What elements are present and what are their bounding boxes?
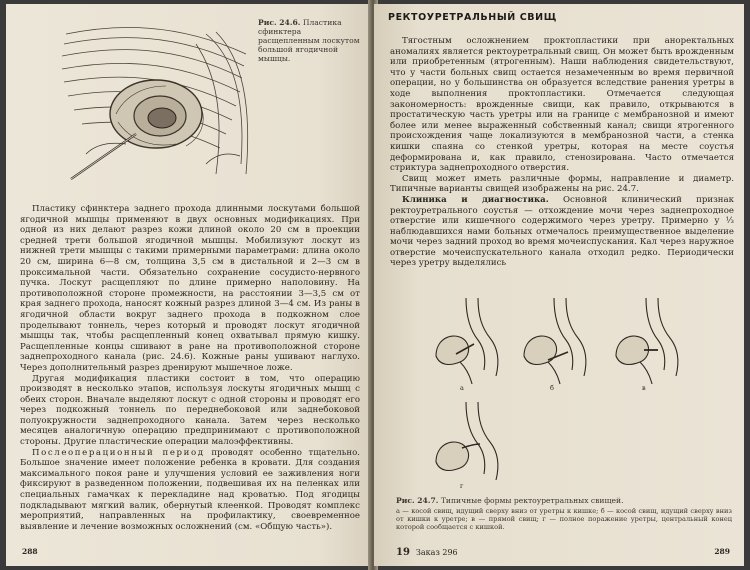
clinic-text: Основной клинический признак ректоуретрального соустья — отхождение мочи через заднепроходное отверстие или кишечного содержимого через уретру. Примерно у ⅓ наблюдавшихся нами больных отмечалось преимущественное выделение мочи через задний проход во время мочеиспускания. Кал через наружное отверстие мочеиспускательного канала отходил редко. Периодически через уретру выделялись	[390, 194, 734, 269]
postop-text: проводят особенно тщательно. Большое значение имеет положение ребенка в кровати. Для создания максимального покоя ране и улучшения условий ее заживления ноги фиксируют в разведенном положении, подвешивая их на пеленках или специальных гамачках к перекладине над кроватью. Под ягодицы подкладывают мягкий валик, обернутый клеенкой. Проводят комплекс мероприятий, направленных на профилактику, своевременное выявление и лечение возможных осложнений (см. «Общую часть»).	[20, 447, 361, 532]
paragraph: Пластику сфинктера заднего прохода длинными лоскутами большой ягодичной мышцы применяют в двух основных модификациях. При одной из них делают разрез кожи длиной около 20 см в проекции средней трети большой ягодичной мышцы. Мобилизуют лоскут из нижней трети мышцы с такими примерными параметрами: длина около 20 см, ширина 6—8 см, толщина 3,5 см в дистальной и 2—3 см в проксимальной части. Обязательно сохранение сосудисто-нервного пучка. Лоскут расщепляют по длине примерно наполовину. На противоположной стороне промежности, на расстоянии 3—3,5 см от края заднего прохода, наносят кожный разрез длиной 3—4 см. Из раны в ягодичной области вокруг заднего прохода в подкожном слое проделывают тоннель, через который и проводят лоскут ягодичной мышцы так, чтобы расщепленный конец охватывал прямую кишку. Расщепленные концы сшивают в ране на противоположной стороне заднепроходного канала (рис. 24.6). Кожные раны ушивают наглухо. Через дополнительный разрез дренируют мышечное ложе.	[20, 204, 360, 373]
figure-24-6-illustration	[56, 14, 256, 194]
left-page	[6, 4, 372, 566]
figure-24-7-caption	[396, 496, 732, 531]
signature-number: 19	[396, 547, 410, 558]
figure-24-7-panel-d	[426, 400, 516, 490]
panel-label-d: г	[460, 482, 464, 490]
figure-24-6-caption	[258, 18, 364, 63]
postop-heading: Послеоперационный период	[32, 447, 205, 458]
paragraph: Тягостным осложнением проктопластики при аноректальных аномалиях является ректоуретральный свищ. Он может быть врожденным или приобретенным (ятрогенным). Наши наблюдения свидетельствуют, что у части больных свищ остается незамеченным во время первичной операции, но у большинства он образуется вследствие ранения уретры в ходе выполнения проктопластики. Отмечается следующая закономерность: врожденные свищи, как правило, открываются в простатическую часть уретры или на границе с мембранозной и имеют более или менее выраженный собственный канал; свищи ятрогенного происхождения чаще локализуются в мембранозной части, а стенка кишки спаяна со стенкой уретры, которая на месте соустья деформирована и, как правило, стенозирована. Часто отмечается стриктура заднепроходного отверстия.	[390, 36, 734, 174]
figure-label: Рис. 24.7.	[396, 496, 439, 505]
right-page	[374, 4, 744, 566]
clinic-paragraph	[390, 195, 734, 269]
panel-label-b: б	[550, 384, 554, 392]
figure-legend: а — косой свищ, идущий сверху вниз от уретры к кишке; б — косой свищ, идущий сверху вниз от кишки к уретре; в — прямой свищ; г — полное поражение уретры, центральный конец которой сообщается с кишкой.	[396, 507, 732, 531]
paragraph: Другая модификация пластики состоит в том, что операцию производят в несколько этапов, используя лоскуты ягодичных мышц с обеих сторон. Вначале выделяют лоскут с одной стороны и проводят его через подкожный тоннель по переднебоковой или заднебоковой полуокружности заднепроходного канала. Затем через несколько месяцев аналогичную операцию предпринимают с противоположной стороны. Другие пластические операции малоэффективны.	[20, 373, 360, 448]
panel-label-c: в	[642, 384, 646, 392]
postop-paragraph	[20, 448, 360, 533]
figure-title: Типичные формы ректоуретральных свищей.	[440, 496, 624, 505]
figure-24-7-panel-c	[606, 296, 696, 386]
paragraph: Свищ может иметь различные формы, направление и диаметр. Типичные варианты свищей изображены на рис. 24.7.	[390, 173, 734, 195]
figure-24-7-panel-b	[514, 296, 604, 386]
signature-mark	[396, 547, 458, 558]
signature-order: Заказ 296	[415, 548, 458, 557]
running-head: РЕКТОУРЕТРАЛЬНЫЙ СВИЩ	[388, 12, 557, 23]
figure-caption-text: Пластика сфинктера расщепленным лоскутом большой ягодичной мышцы.	[258, 18, 360, 63]
left-page-number: 288	[22, 547, 38, 556]
figure-24-7-panel-a	[426, 296, 516, 386]
clinic-heading: Клиника и диагностика.	[402, 194, 549, 205]
right-page-number: 289	[714, 547, 730, 556]
panel-label-a: а	[460, 384, 464, 392]
left-body-text	[20, 204, 360, 532]
figure-label: Рис. 24.6.	[258, 18, 301, 27]
right-body-text	[390, 36, 734, 269]
